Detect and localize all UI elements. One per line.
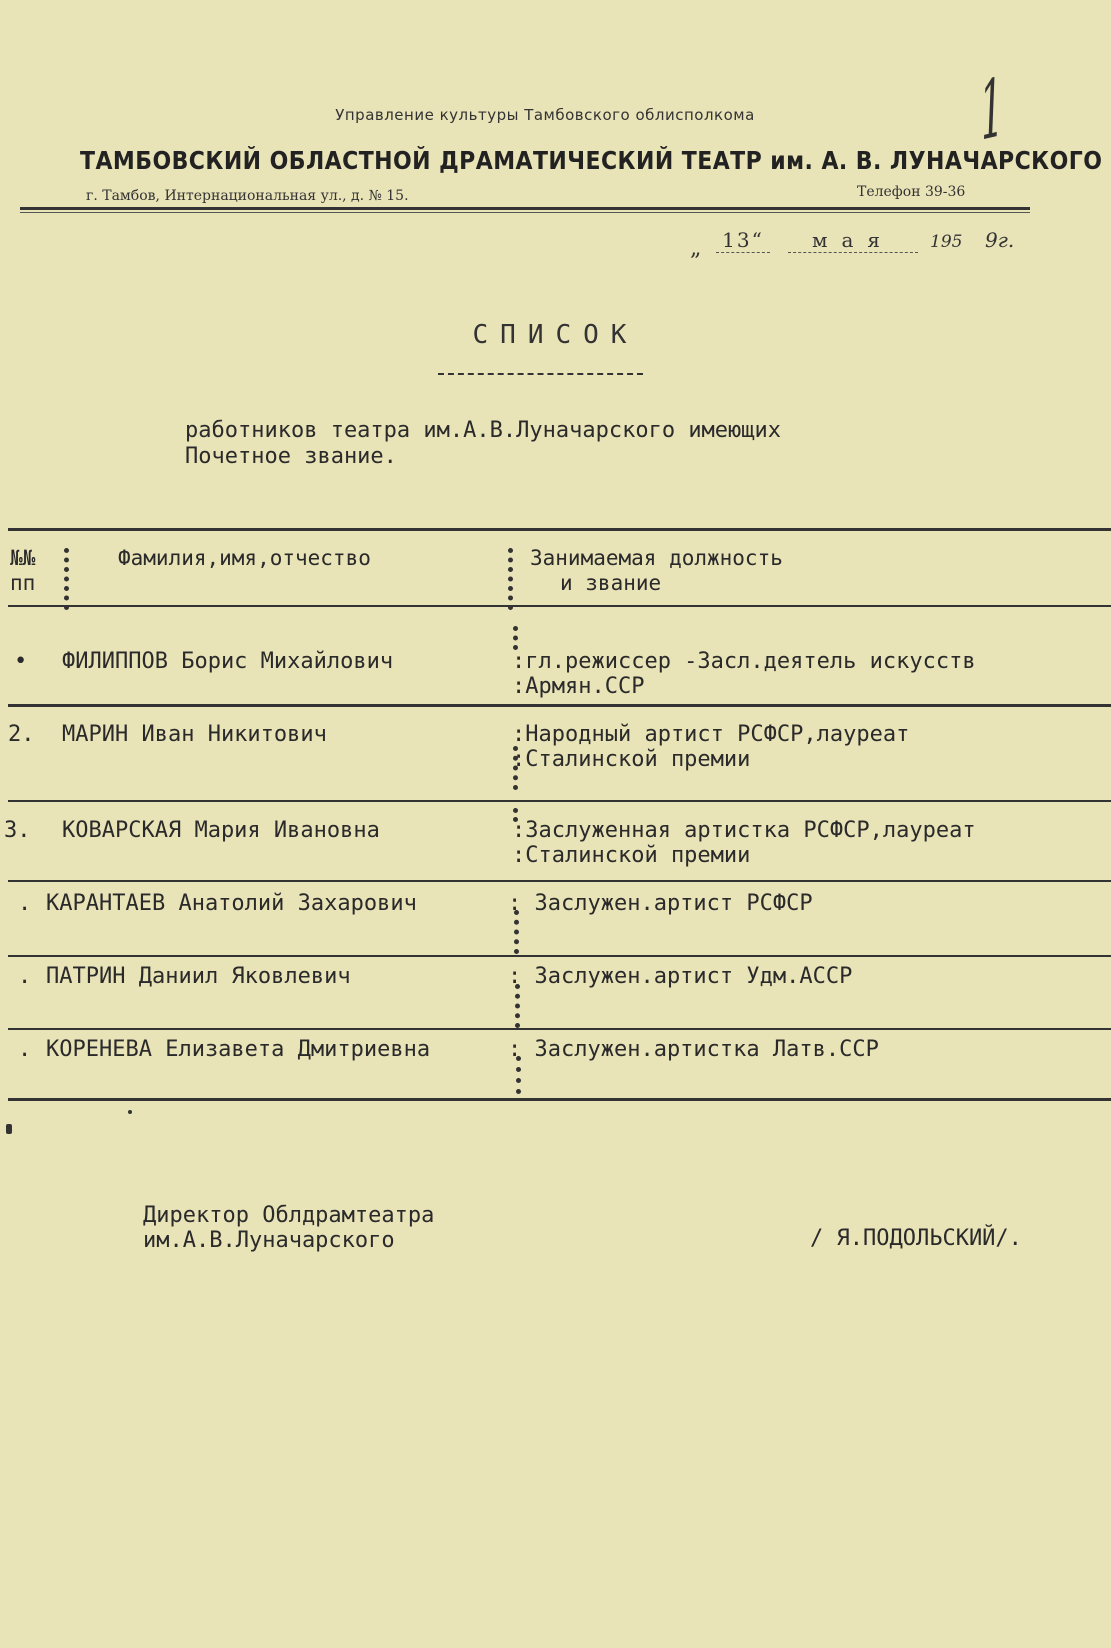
header-number-line-2: пп [10, 571, 36, 595]
subtitle-line-2: Почетное звание. [185, 444, 397, 469]
header-number [10, 546, 35, 596]
row-1-name: ФИЛИППОВ Борис Михайлович [62, 649, 394, 674]
signature-title-line-2: им.А.В.Луначарского [143, 1228, 395, 1253]
table-rule-row-5 [8, 1028, 1111, 1030]
row-3-position [512, 818, 976, 868]
handwritten-page-number: 1 [978, 60, 1006, 159]
header-position-line-2: и звание [560, 571, 662, 595]
date-year-prefix: 195 [930, 232, 963, 252]
row-6-position: : Заслужен.артистка Латв.ССР [508, 1037, 879, 1062]
signature-title-line-1: Директор Облдрамтеатра [143, 1203, 435, 1228]
column-separator-num [64, 548, 73, 610]
table-rule-header [8, 605, 1111, 607]
letterhead-department: Управление культуры Тамбовского облисполкома [335, 106, 755, 124]
row-2-number: 2. [8, 722, 35, 747]
header-position [530, 546, 783, 596]
header-number-line-1: №№ [10, 546, 36, 570]
ink-speck [128, 1110, 132, 1114]
row-1-position-line-1: :гл.режиссер -Засл.деятель искусств [512, 649, 976, 674]
header-position-line-1: Занимаемая должность [530, 546, 783, 570]
subtitle-line-1: работников театра им.А.В.Луначарского имеющих [185, 418, 782, 443]
row-1-number: • [14, 649, 28, 674]
table-rule-row-1 [8, 704, 1111, 707]
table-rule-bottom [8, 1098, 1111, 1101]
letterhead-theatre-name: ТАМБОВСКИЙ ОБЛАСТНОЙ ДРАМАТИЧЕСКИЙ ТЕАТР им. А. В. ЛУНАЧАРСКОГО [80, 146, 1103, 175]
row-3-number: 3. [4, 818, 31, 843]
column-separator-row-1 [513, 626, 522, 650]
ink-speck [6, 1124, 12, 1134]
row-3-name: КОВАРСКАЯ Мария Ивановна [62, 818, 380, 843]
row-4-name: КАРАНТАЕВ Анатолий Захарович [46, 891, 417, 916]
row-2-position-line-2: :Сталинской премии [512, 747, 751, 772]
row-1-position [512, 649, 976, 699]
table-rule-row-4 [8, 955, 1111, 957]
row-2-position [512, 722, 909, 772]
column-separator-row-5 [515, 984, 524, 1028]
table-rule-row-3 [8, 880, 1111, 882]
signature-name: / Я.ПОДОЛЬСКИЙ/. [810, 1226, 1022, 1251]
row-5-number: . [18, 964, 32, 989]
date-year-suffix: 9г. [985, 228, 1015, 252]
letterhead-address: г. Тамбов, Интернациональная ул., д. № 15. [86, 188, 409, 204]
row-5-position: : Заслужен.артист Удм.АССР [508, 964, 853, 989]
letterhead-phone: Телефон 39-36 [857, 184, 966, 200]
column-separator-header [508, 548, 517, 610]
table-rule-row-2 [8, 800, 1111, 802]
row-6-number: . [18, 1037, 32, 1062]
row-4-position: : Заслужен.артист РСФСР [508, 891, 813, 916]
column-separator-row-4 [514, 910, 523, 954]
row-6-name: КОРЕНЕВА Елизавета Дмитриевна [46, 1037, 431, 1062]
row-1-position-line-2: :Армян.ССР [512, 674, 645, 699]
row-2-position-line-1: :Народный артист РСФСР,лауреат [512, 722, 910, 747]
document-title: СПИСОК [472, 320, 639, 350]
row-2-name: МАРИН Иван Никитович [62, 722, 327, 747]
row-3-position-line-1: :Заслуженная артистка РСФСР,лауреат [512, 818, 976, 843]
row-3-position-line-2: :Сталинской премии [512, 843, 751, 868]
date-month: мая [788, 228, 918, 253]
row-5-name: ПАТРИН Даниил Яковлевич [46, 964, 351, 989]
table-rule-top [8, 528, 1111, 531]
signature-title [143, 1203, 434, 1253]
date-day: 13“ [716, 228, 770, 253]
header-full-name: Фамилия,имя,отчество [118, 546, 371, 570]
date-open-quote: „ [690, 236, 702, 261]
row-4-number: . [18, 891, 32, 916]
